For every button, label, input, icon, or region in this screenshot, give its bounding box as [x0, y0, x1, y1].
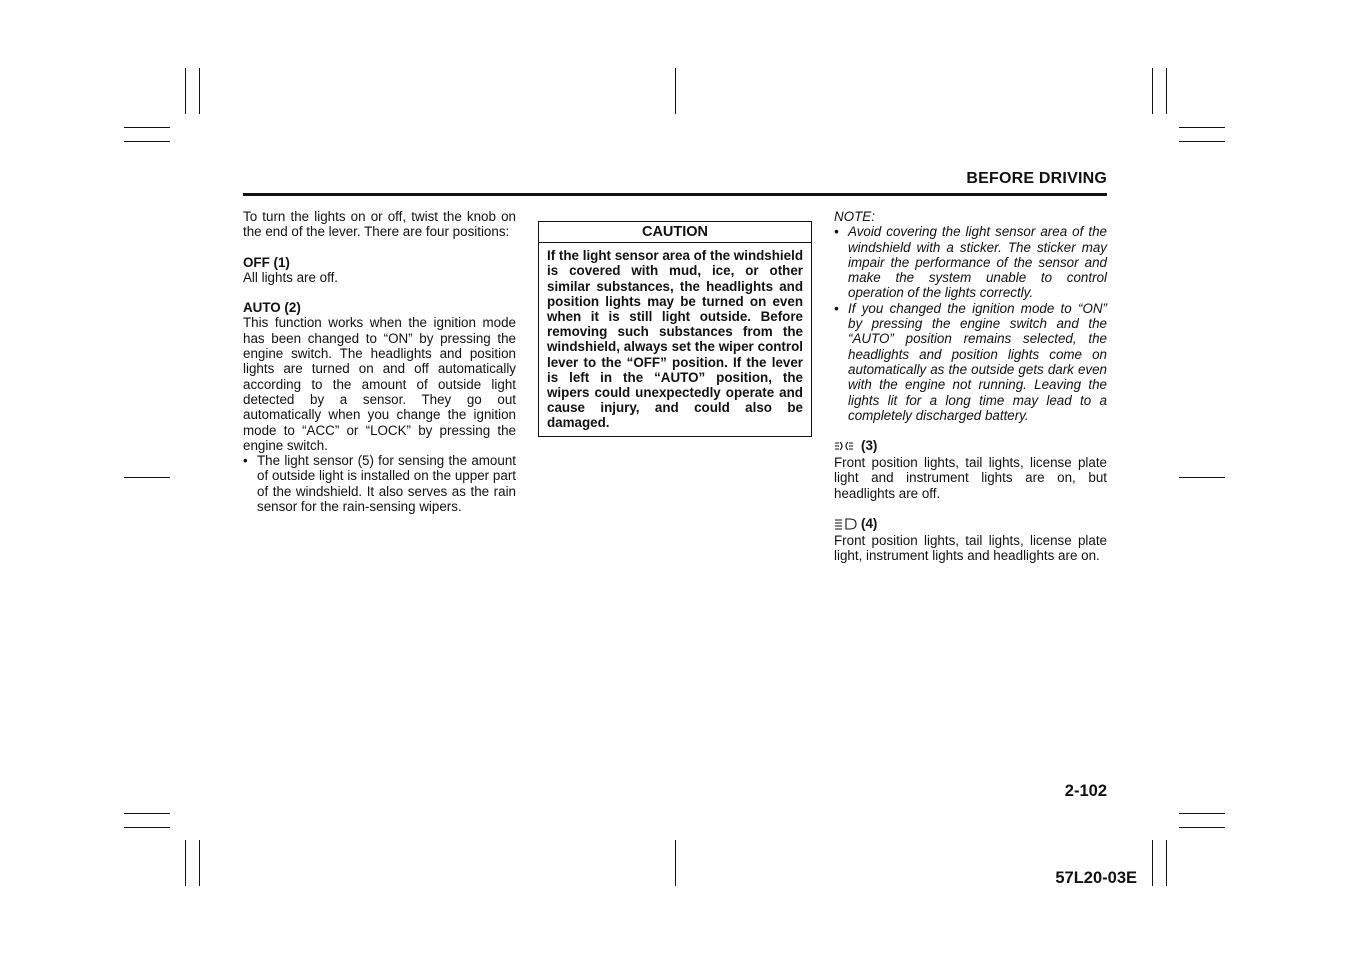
crop-mark — [199, 68, 200, 114]
list-item: • The light sensor (5) for sensing the amount of outside light is installed on the upper part of the windshield. It also serves as the rain sensor for the rain-sensing wipers. — [243, 453, 516, 514]
position3-label: (3) — [861, 438, 878, 454]
position3-heading — [834, 438, 1107, 455]
position4-heading — [834, 516, 1107, 533]
crop-mark — [1179, 127, 1225, 128]
note-list — [834, 224, 1107, 423]
headlight-icon — [834, 518, 858, 530]
crop-mark — [675, 840, 676, 886]
header-rule — [243, 193, 1107, 196]
crop-mark — [185, 840, 186, 886]
off-text: All lights are off. — [243, 269, 339, 285]
list-item: • If you changed the ignition mode to “ON” by pressing the engine switch and the “AUTO” position remains selected, the headlights and position lights come on automatically as the outside gets dark even with the engine not running. Leaving the lights lit for a long time may lead to a completely discharged battery. — [834, 301, 1107, 423]
crop-mark — [675, 68, 676, 114]
left-column — [243, 209, 516, 514]
crop-mark — [124, 141, 170, 142]
note-label: NOTE: — [834, 209, 875, 224]
crop-mark — [124, 477, 170, 478]
auto-heading: AUTO (2) — [243, 300, 301, 316]
crop-mark — [1166, 68, 1167, 114]
position4-label: (4) — [861, 515, 878, 531]
crop-mark — [1166, 840, 1167, 886]
caution-text: If the light sensor area of the windshield is covered with mud, ice, or other similar substances, the headlights and position lights may be turned on even when it is still light outside. Before removing such substances from the windshield, always set the wiper control lever to the “OFF” position. If the lever is left in the “AUTO” position, the wipers could unexpectedly operate and cause injury, and could also be damaged. — [547, 248, 803, 431]
bullet-list — [243, 453, 516, 514]
crop-mark — [1152, 840, 1153, 886]
caution-title: CAUTION — [539, 222, 811, 243]
crop-mark — [185, 68, 186, 114]
off-heading: OFF (1) — [243, 254, 290, 270]
right-column — [834, 209, 1107, 564]
intro-paragraph: To turn the lights on or off, twist the knob on the end of the lever. There are four positions: — [243, 209, 516, 240]
crop-mark — [124, 827, 170, 828]
page-number: 2-102 — [1064, 782, 1107, 800]
section-title: BEFORE DRIVING — [966, 170, 1107, 187]
crop-mark — [124, 813, 170, 814]
document-code: 57L20-03E — [1055, 869, 1137, 887]
position-lights-icon — [834, 440, 858, 452]
crop-mark — [124, 127, 170, 128]
crop-mark — [1179, 813, 1225, 814]
caution-box — [538, 221, 812, 437]
list-item: • Avoid covering the light sensor area of the windshield with a sticker. The sticker may impair the performance of the sensor and make the system unable to control operation of the lights correctly. — [834, 224, 1107, 300]
crop-mark — [1152, 68, 1153, 114]
position4-text: Front position lights, tail lights, license plate light, instrument lights and headlights are on. — [834, 532, 1107, 564]
crop-mark — [199, 840, 200, 886]
position3-text: Front position lights, tail lights, license plate light and instrument lights are on, but headlights are off. — [834, 455, 1107, 501]
crop-mark — [1179, 827, 1225, 828]
crop-mark — [1179, 141, 1225, 142]
auto-text: This function works when the ignition mode has been changed to “ON” by pressing the engine switch. The headlights and position lights are turned on and off automatically according to the amount of outside light detected by a sensor. They go out automatically when you change the ignition mode to “ACC” or “LOCK” by pressing the engine switch. — [243, 315, 516, 453]
crop-mark — [1179, 477, 1225, 478]
